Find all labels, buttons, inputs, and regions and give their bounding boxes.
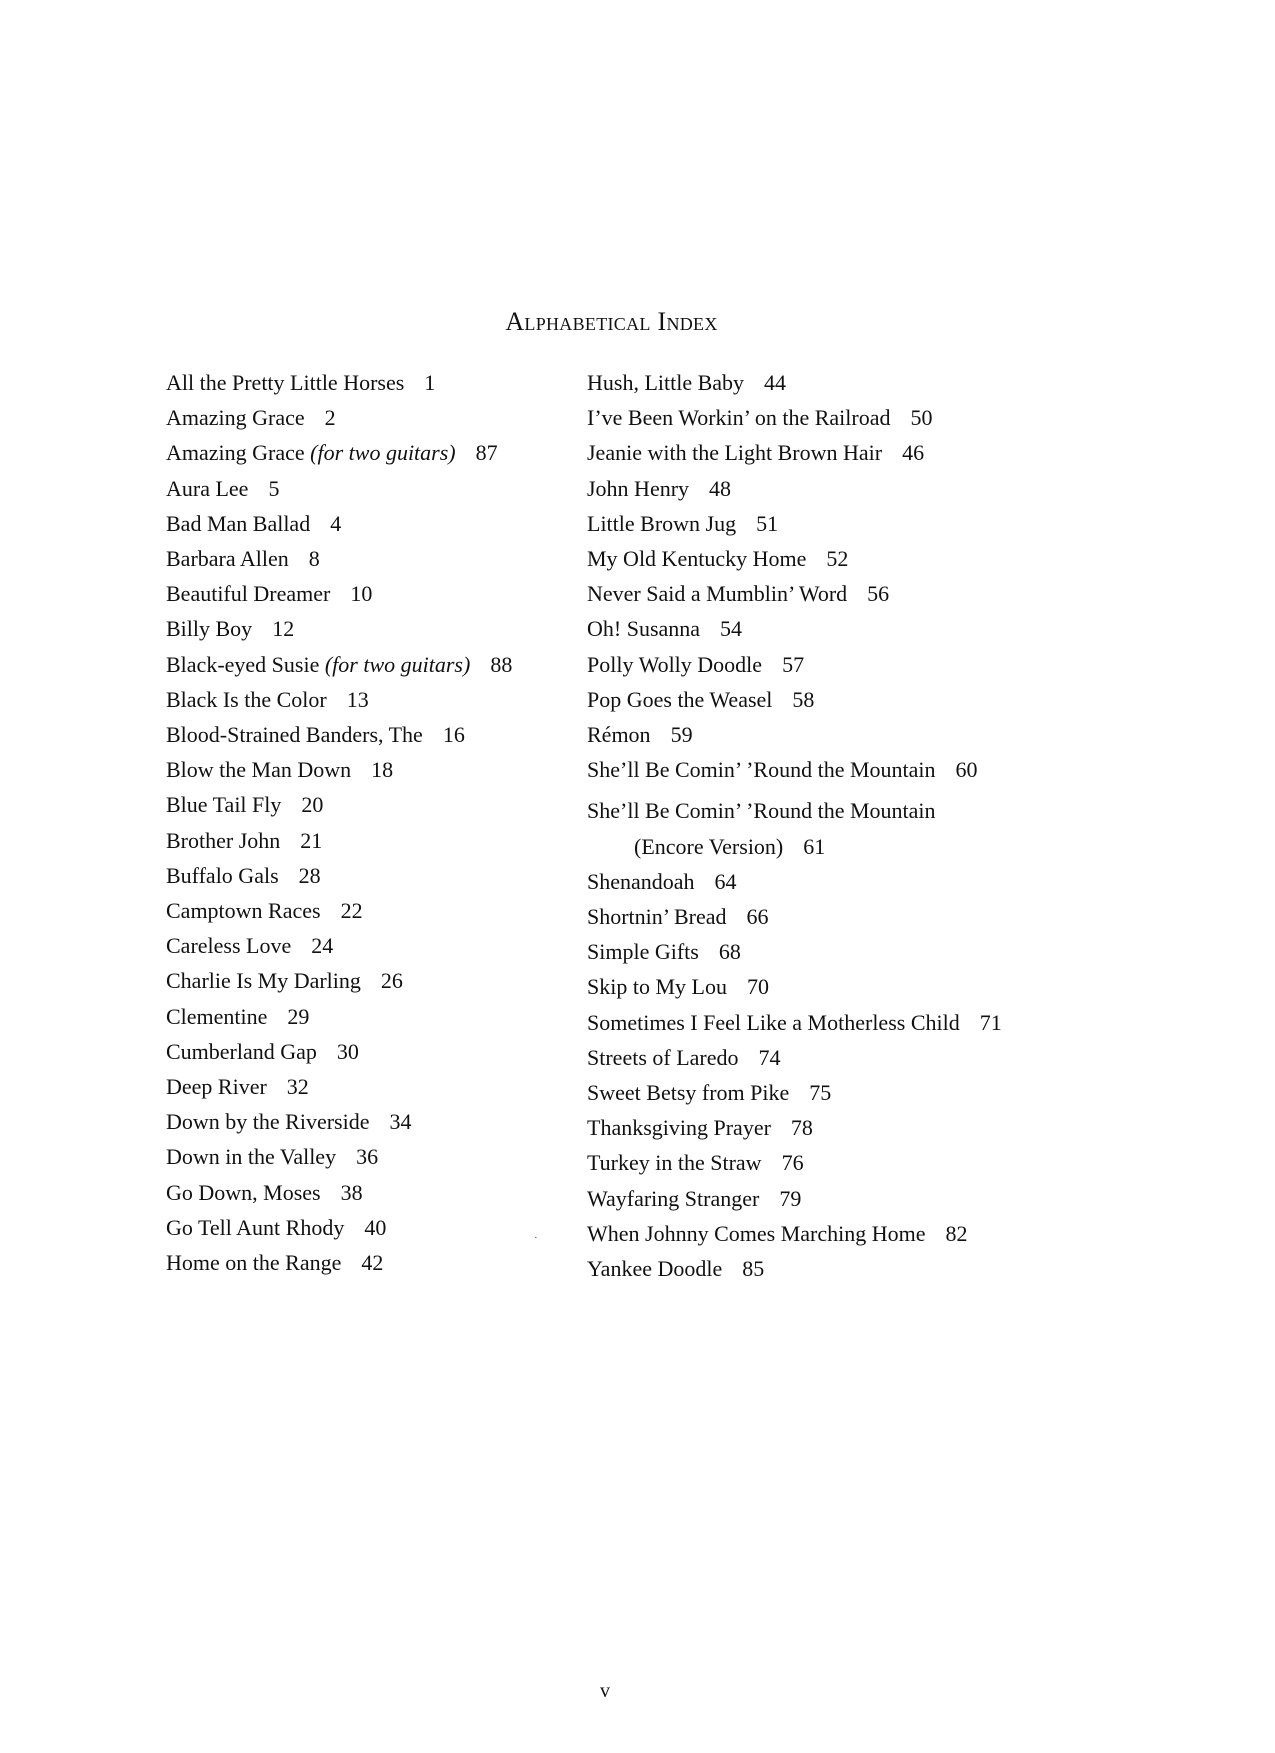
entry-title: Barbara Allen: [166, 546, 289, 572]
entry-title: Never Said a Mumblin’ Word: [587, 581, 848, 607]
entry-page: 58: [792, 686, 815, 712]
entry-page: 76: [781, 1150, 804, 1176]
entry-title: Simple Gifts: [587, 939, 699, 965]
entry-page: 16: [442, 722, 465, 748]
index-entry: [166, 611, 512, 646]
entry-page: 13: [346, 686, 369, 712]
entry-page: 28: [298, 862, 321, 888]
index-entry: [166, 928, 512, 963]
entry-page: 85: [742, 1256, 765, 1282]
index-entry: [587, 1075, 1002, 1110]
entry-page: 75: [809, 1080, 832, 1106]
entry-page: 30: [336, 1038, 359, 1064]
entry-title: Turkey in the Straw: [587, 1150, 762, 1176]
entry-title: Shenandoah: [587, 868, 695, 894]
entry-page: 44: [764, 370, 787, 395]
index-entry: [587, 682, 1002, 717]
entry-title: Buffalo Gals: [166, 862, 279, 888]
entry-title: Charlie Is My Darling: [166, 968, 361, 994]
entry-page: 64: [714, 868, 737, 894]
entry-title: Bad Man Ballad: [166, 510, 311, 536]
entry-page: 82: [945, 1220, 968, 1246]
index-entry: [166, 682, 512, 717]
entry-page: 71: [979, 1009, 1002, 1035]
entry-page: 4: [330, 510, 342, 536]
entry-title: Hush, Little Baby: [587, 370, 745, 395]
entry-page: 48: [709, 475, 732, 501]
entry-page: 70: [746, 974, 769, 1000]
entry-page: 18: [371, 757, 394, 783]
entry-page: 59: [670, 722, 693, 748]
index-entry: [166, 1245, 512, 1280]
entry-page: 57: [782, 651, 805, 677]
index-entry: [166, 647, 512, 682]
index-entry: [166, 471, 512, 506]
index-entry: [166, 1175, 512, 1210]
entry-title: Amazing Grace: [166, 405, 305, 431]
entry-title: Sweet Betsy from Pike: [587, 1080, 790, 1106]
entry-title: Yankee Doodle: [587, 1256, 723, 1282]
index-entry: [587, 899, 1002, 934]
entry-title: Streets of Laredo: [587, 1044, 739, 1070]
index-entry: [587, 969, 1002, 1004]
entry-title: Billy Boy: [166, 616, 253, 642]
entry-page: 12: [272, 616, 295, 642]
entry-page: 20: [301, 792, 324, 818]
entry-page: 34: [389, 1109, 412, 1135]
entry-title: Home on the Range: [166, 1250, 342, 1276]
index-entry: [587, 934, 1002, 969]
entry-note: (for two guitars): [324, 651, 471, 677]
entry-title: Camptown Races: [166, 898, 321, 924]
index-entry: [166, 963, 512, 998]
entry-page: 74: [758, 1044, 781, 1070]
entry-page: 2: [324, 405, 336, 431]
index-entry: [166, 787, 512, 822]
entry-title: Wayfaring Stranger: [587, 1185, 760, 1211]
index-left-column: [166, 365, 512, 1280]
index-entry: [166, 435, 512, 470]
entry-page: 66: [746, 904, 769, 930]
entry-page: 68: [718, 939, 741, 965]
entry-page: 21: [300, 827, 323, 853]
entry-page: 52: [826, 546, 849, 572]
entry-title: Down in the Valley: [166, 1144, 337, 1170]
index-entry: [587, 365, 1002, 400]
index-entry: [166, 400, 512, 435]
index-entry: [587, 1110, 1002, 1145]
index-entry: [587, 506, 1002, 541]
index-entry: [587, 471, 1002, 506]
entry-page: 78: [790, 1115, 813, 1141]
entry-page: 42: [361, 1250, 384, 1276]
index-entry: [166, 717, 512, 752]
entry-title: When Johnny Comes Marching Home: [587, 1220, 926, 1246]
entry-page: 8: [308, 546, 320, 572]
entry-page: 88: [490, 651, 513, 677]
entry-page: 29: [287, 1003, 310, 1029]
entry-title: Aura Lee: [166, 475, 249, 501]
entry-title: My Old Kentucky Home: [587, 546, 807, 572]
entry-page: 79: [779, 1185, 802, 1211]
scan-speck: ·: [534, 1232, 538, 1244]
entry-title: Blood-Strained Banders, The: [166, 722, 423, 748]
entry-title: I’ve Been Workin’ on the Railroad: [587, 405, 891, 431]
entry-title: Blue Tail Fly: [166, 792, 282, 818]
entry-page: 5: [268, 475, 280, 501]
entry-page: 51: [756, 510, 779, 536]
entry-page: 32: [286, 1074, 309, 1100]
entry-title: Clementine: [166, 1003, 268, 1029]
index-entry: [587, 1181, 1002, 1216]
index-entry: [587, 752, 1002, 787]
entry-title: Cumberland Gap: [166, 1038, 317, 1064]
entry-title: John Henry: [587, 475, 690, 501]
entry-title: Black-eyed Susie: [166, 651, 320, 677]
entry-title: Go Down, Moses: [166, 1179, 321, 1205]
entry-page: 22: [340, 898, 363, 924]
index-entry: [587, 541, 1002, 576]
entry-title: Careless Love: [166, 933, 292, 959]
page-number: v: [600, 1680, 610, 1702]
index-entry: [587, 1005, 1002, 1040]
entry-title: Deep River: [166, 1074, 267, 1100]
entry-page: 26: [380, 968, 403, 994]
index-entry: [166, 1210, 512, 1245]
entry-page: 87: [475, 440, 498, 466]
entry-title: Black Is the Color: [166, 686, 327, 712]
index-entry: [587, 1040, 1002, 1075]
index-entry: [166, 752, 512, 787]
index-entry: [587, 576, 1002, 611]
index-entry: [587, 1216, 1002, 1251]
index-entry: [166, 893, 512, 928]
entry-page: 10: [350, 581, 373, 607]
entry-title: Jeanie with the Light Brown Hair: [587, 440, 883, 466]
entry-title: Skip to My Lou: [587, 974, 727, 1000]
entry-page: 38: [340, 1179, 363, 1205]
entry-title: Rémon: [587, 722, 651, 748]
entry-title: All the Pretty Little Horses: [166, 370, 405, 395]
index-entry: [587, 647, 1002, 682]
entry-title: Oh! Susanna: [587, 616, 701, 642]
index-entry: [166, 1034, 512, 1069]
entry-page: 54: [720, 616, 743, 642]
entry-title: Shortnin’ Bread: [587, 904, 727, 930]
entry-page: 61: [803, 833, 826, 859]
entry-page: 24: [311, 933, 334, 959]
entry-title: Pop Goes the Weasel: [587, 686, 773, 712]
entry-title: Little Brown Jug: [587, 510, 737, 536]
entry-continuation: (Encore Version): [634, 833, 784, 859]
entry-page: 40: [364, 1214, 387, 1240]
index-entry: [587, 611, 1002, 646]
index-entry: [166, 365, 512, 400]
index-entry: [166, 506, 512, 541]
entry-note: (for two guitars): [310, 440, 456, 466]
entry-title: Brother John: [166, 827, 281, 853]
index-entry: [166, 1104, 512, 1139]
index-entry: [166, 1069, 512, 1104]
index-right-column: [587, 365, 1002, 1286]
page-title: Alphabetical Index: [505, 307, 718, 337]
entry-page: 1: [424, 370, 436, 395]
index-entry: [587, 1251, 1002, 1286]
entry-page: 50: [910, 405, 933, 431]
entry-title: Polly Wolly Doodle: [587, 651, 763, 677]
index-entry: [587, 793, 1002, 863]
entry-title: Blow the Man Down: [166, 757, 352, 783]
index-entry: [587, 864, 1002, 899]
entry-title: She’ll Be Comin’ ’Round the Mountain: [587, 757, 936, 783]
entry-page: 56: [867, 581, 890, 607]
entry-page: 60: [955, 757, 978, 783]
entry-title: She’ll Be Comin’ ’Round the Mountain: [587, 798, 936, 824]
index-entry: [587, 435, 1002, 470]
entry-page: 36: [356, 1144, 379, 1170]
index-entry: [166, 999, 512, 1034]
entry-title: Beautiful Dreamer: [166, 581, 331, 607]
index-entry: [166, 541, 512, 576]
entry-title: Amazing Grace: [166, 440, 305, 466]
entry-title: Go Tell Aunt Rhody: [166, 1214, 345, 1240]
index-entry: [587, 400, 1002, 435]
index-entry: [166, 1139, 512, 1174]
index-entry: [166, 858, 512, 893]
entry-title: Sometimes I Feel Like a Motherless Child: [587, 1009, 960, 1035]
entry-title: Thanksgiving Prayer: [587, 1115, 771, 1141]
index-entry: [587, 717, 1002, 752]
index-entry: [166, 576, 512, 611]
entry-title: Down by the Riverside: [166, 1109, 370, 1135]
index-entry: [587, 1145, 1002, 1180]
index-entry: [166, 823, 512, 858]
entry-page: 46: [902, 440, 925, 466]
